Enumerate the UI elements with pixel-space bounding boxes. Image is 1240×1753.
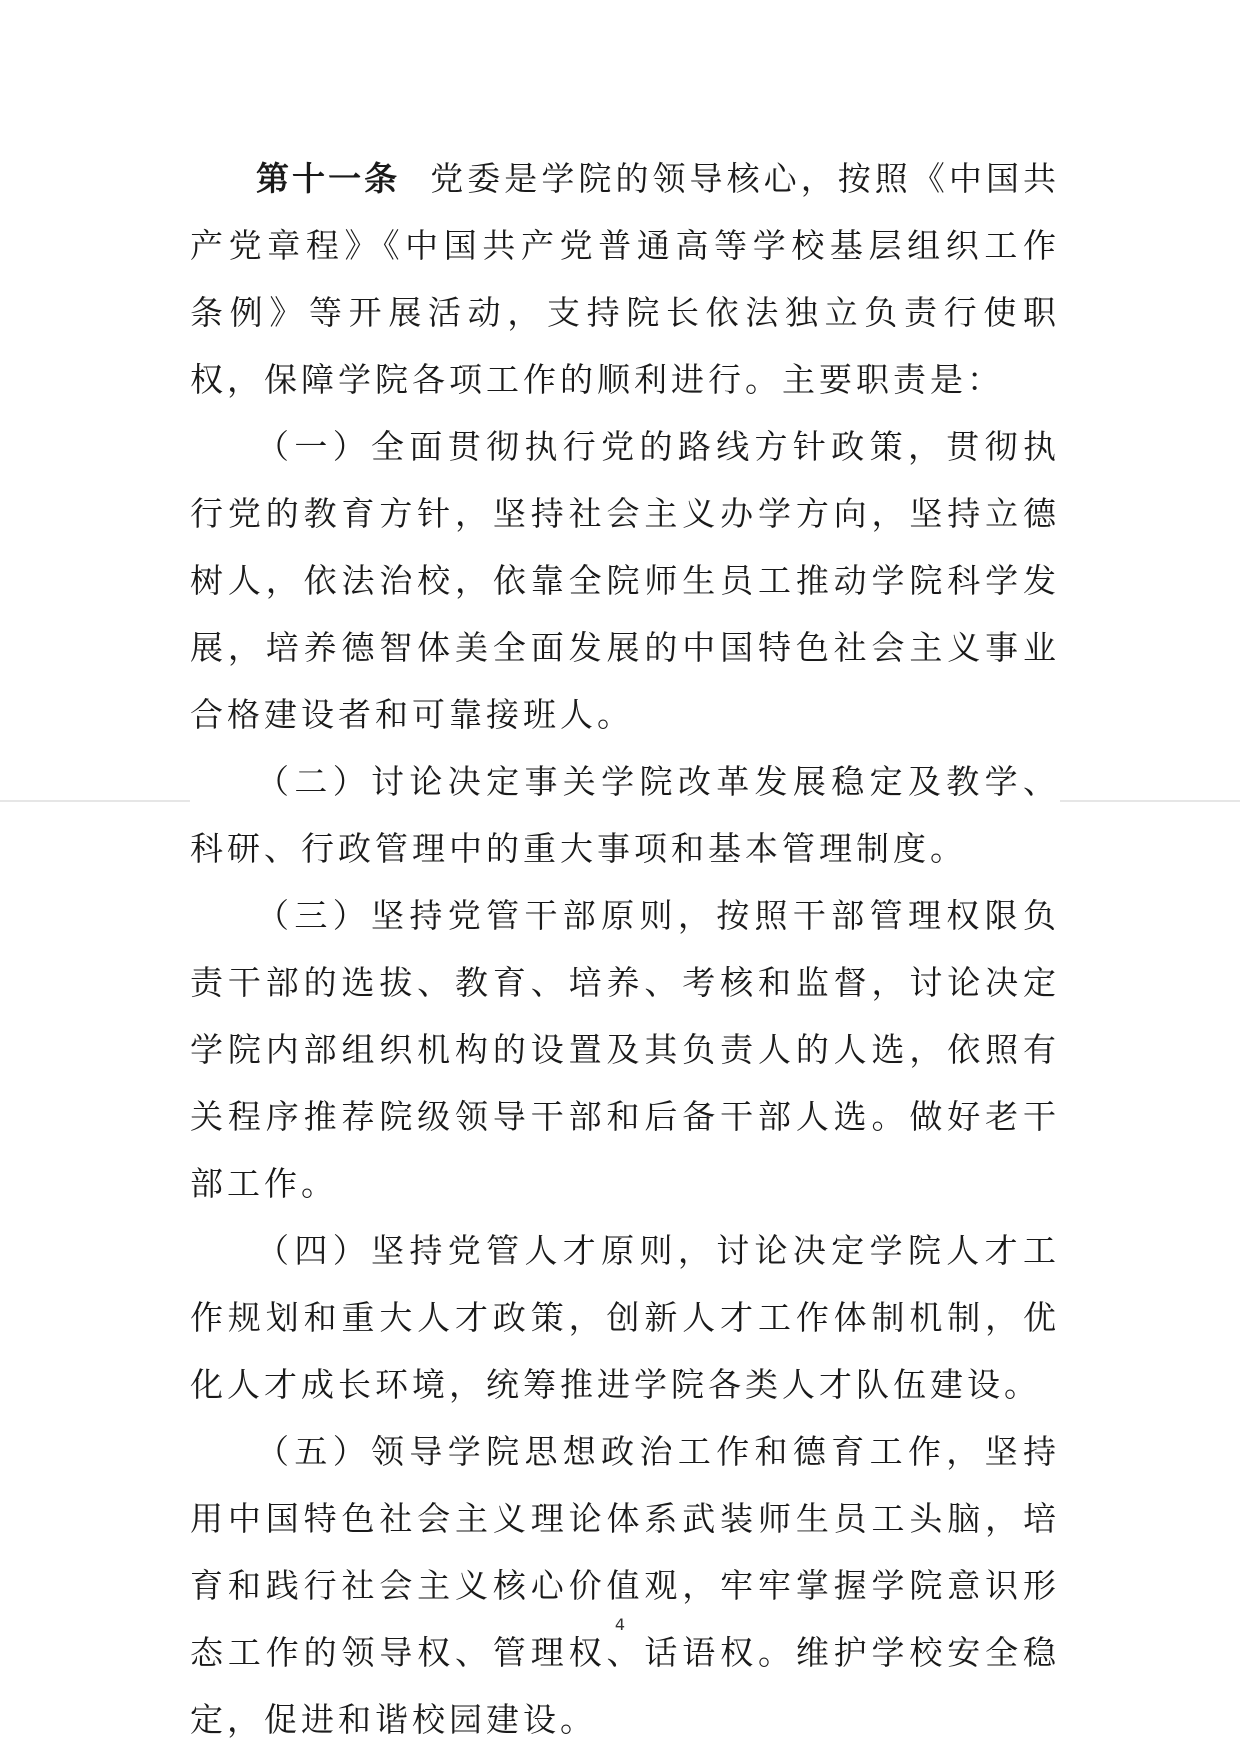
- page-number: 4: [614, 1615, 626, 1634]
- article-label: 第十一条: [256, 159, 401, 198]
- duty-item-2: （二）讨论决定事关学院改革发展稳定及教学、科研、行政管理中的重大事项和基本管理制度。: [190, 762, 1060, 868]
- scan-artifact-line: [0, 800, 190, 802]
- duty-item-1: （一）全面贯彻执行党的路线方针政策，贯彻执行党的教育方针，坚持社会主义办学方向，坚持立德树人，依法治校，依靠全院师生员工推动学院科学发展，培养德智体美全面发展的中国特色社会主义事业合格建设者和可靠接班人。: [190, 427, 1060, 734]
- document-body: [190, 145, 1060, 1753]
- duty-item-3: （三）坚持党管干部原则，按照干部管理权限负责干部的选拔、教育、培养、考核和监督，讨论决定学院内部组织机构的设置及其负责人的人选，依照有关程序推荐院级领导干部和后备干部人选。做好老干部工作。: [190, 896, 1060, 1203]
- scan-artifact-line: [1060, 800, 1240, 802]
- article-intro: 党委是学院的领导核心，按照《中国共产党章程》《中国共产党普通高等学校基层组织工作条例》等开展活动，支持院长依法独立负责行使职权，保障学院各项工作的顺利进行。主要职责是：: [190, 159, 1061, 399]
- duty-item-5: （五）领导学院思想政治工作和德育工作，坚持用中国特色社会主义理论体系武装师生员工头脑，培育和践行社会主义核心价值观，牢牢掌握学院意识形态工作的领导权、管理权、话语权。维护学校安全稳定，促进和谐校园建设。: [190, 1432, 1060, 1739]
- duty-item-4: （四）坚持党管人才原则，讨论决定学院人才工作规划和重大人才政策，创新人才工作体制机制，优化人才成长环境，统筹推进学院各类人才队伍建设。: [190, 1231, 1060, 1404]
- article-paragraph: [190, 145, 1060, 413]
